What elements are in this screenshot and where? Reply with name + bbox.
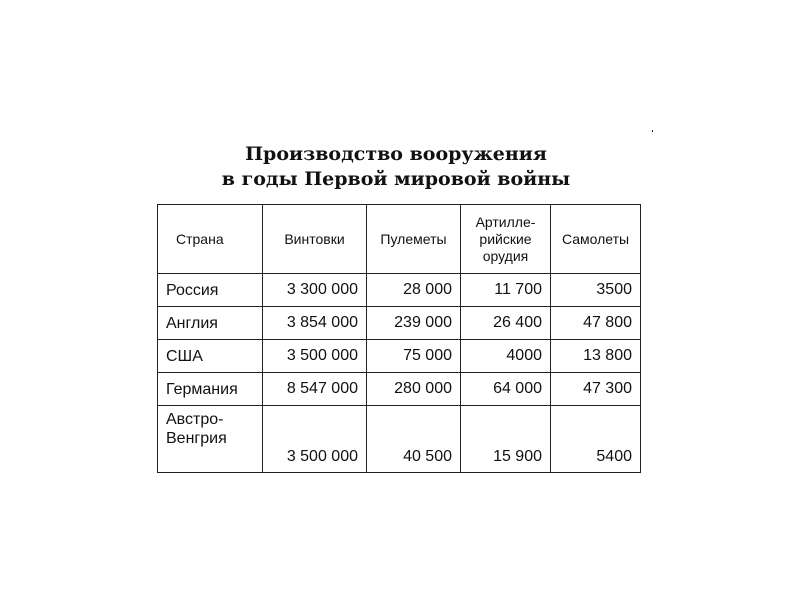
cell-rifles: 3 300 000 [263,274,367,307]
cell-rifles: 8 547 000 [263,373,367,406]
cell-country: Австро- Венгрия [158,406,263,473]
cell-artillery: 4000 [461,340,551,373]
cell-machine-guns: 239 000 [367,307,461,340]
table-row [158,340,641,373]
table-row [158,307,641,340]
table-row [158,274,641,307]
armament-production-table [157,204,641,473]
cell-country: Россия [158,274,263,307]
cell-artillery: 64 000 [461,373,551,406]
cell-machine-guns: 40 500 [367,406,461,473]
table-header-row [158,205,641,274]
cell-machine-guns: 75 000 [367,340,461,373]
cell-aircraft: 47 300 [551,373,641,406]
document-title [140,142,652,192]
column-header-aircraft: Самолеты [551,205,641,274]
cell-artillery: 11 700 [461,274,551,307]
title-line-1: Производство вооружения [245,143,547,165]
document-scan [140,128,652,474]
cell-aircraft: 3500 [551,274,641,307]
title-line-2: в годы Первой мировой войны [221,168,571,190]
cell-country: США [158,340,263,373]
cell-machine-guns: 28 000 [367,274,461,307]
column-header-country: Страна [158,205,263,274]
table-row [158,406,641,473]
cell-aircraft: 13 800 [551,340,641,373]
column-header-rifles: Винтовки [263,205,367,274]
cell-rifles: 3 854 000 [263,307,367,340]
cell-country: Германия [158,373,263,406]
column-header-machine-guns: Пулеметы [367,205,461,274]
cell-machine-guns: 280 000 [367,373,461,406]
cell-artillery: 26 400 [461,307,551,340]
cell-country: Англия [158,307,263,340]
cell-aircraft: 47 800 [551,307,641,340]
table-row [158,373,641,406]
cell-rifles: 3 500 000 [263,340,367,373]
column-header-artillery: Артилле- рийские орудия [461,205,551,274]
cell-artillery: 15 900 [461,406,551,473]
cell-rifles: 3 500 000 [263,406,367,473]
cell-aircraft: 5400 [551,406,641,473]
